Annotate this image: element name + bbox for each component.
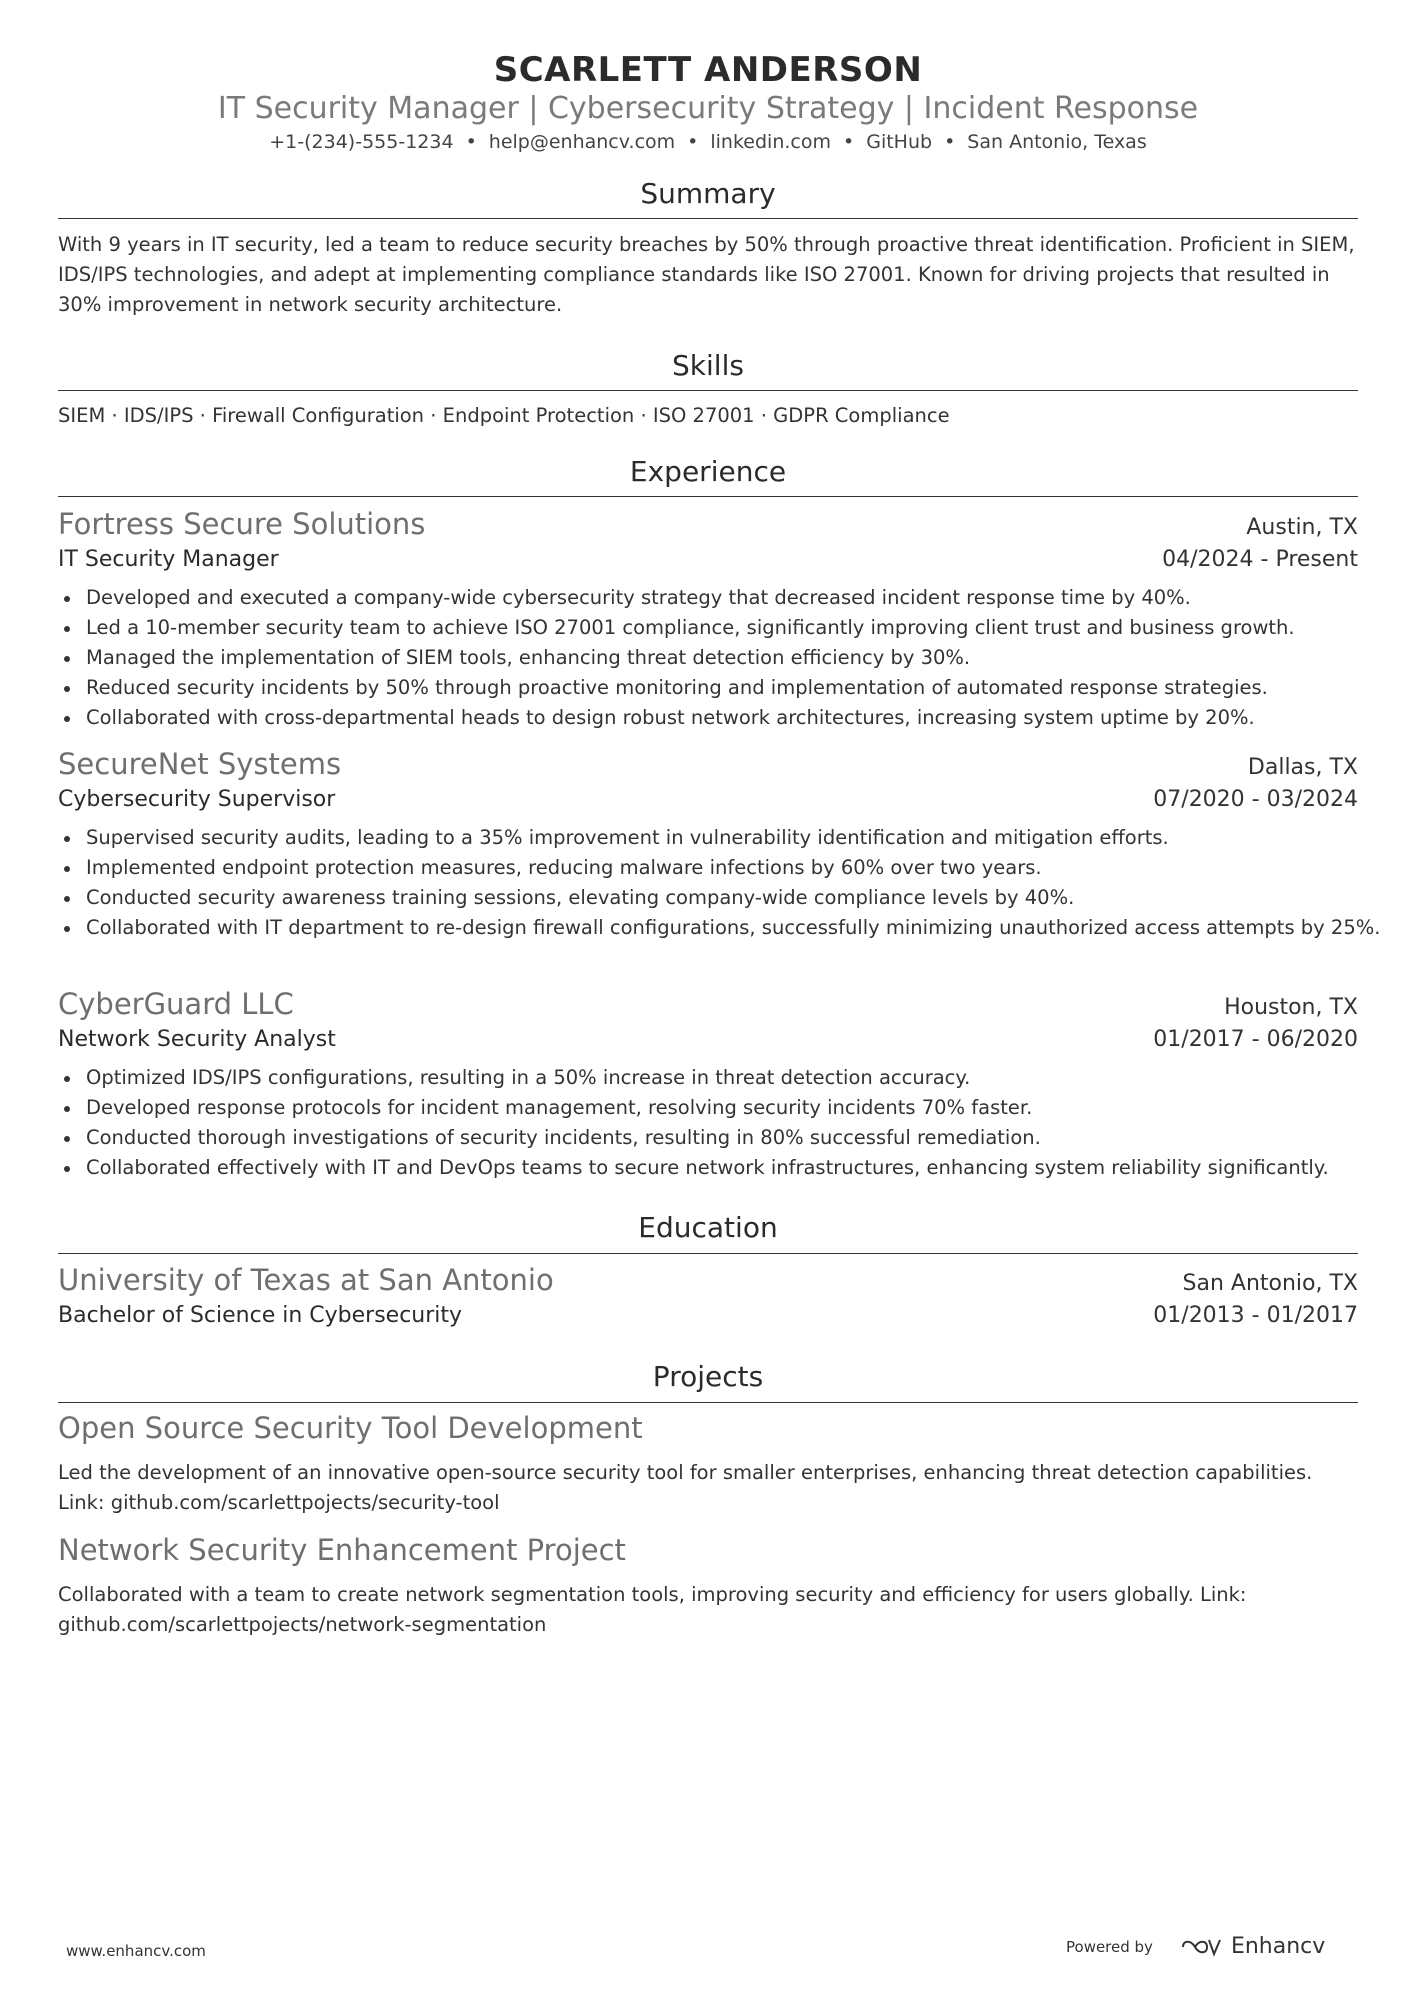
- job-dates: 07/2020 - 03/2024: [1153, 787, 1358, 812]
- job-header: [58, 746, 1358, 783]
- project-title: Open Source Security Tool Development: [58, 1411, 643, 1445]
- company-name: CyberGuard LLC: [58, 987, 294, 1021]
- job-bullets: [58, 823, 1386, 943]
- list-item: Developed response protocols for incident management, resolving security incidents 70% faster.: [86, 1093, 1386, 1123]
- contact-linkedin[interactable]: linkedin.com: [710, 131, 831, 153]
- education-header: [58, 1262, 1358, 1299]
- list-item: Implemented endpoint protection measures, reducing malware infections by 60% over two years.: [86, 853, 1386, 883]
- list-item: Reduced security incidents by 50% through proactive monitoring and implementation of automated response strategies.: [86, 673, 1386, 703]
- job-bullets: [58, 1063, 1386, 1183]
- job-dates: 04/2024 - Present: [1162, 547, 1358, 572]
- bullet-separator: •: [465, 131, 477, 153]
- list-item: Collaborated with cross-departmental heads to design robust network architectures, increasing system uptime by 20%.: [86, 703, 1386, 733]
- section-title-education: Education: [638, 1211, 778, 1244]
- contact-email[interactable]: help@enhancv.com: [488, 131, 676, 153]
- job-header: [58, 506, 1358, 543]
- job-bullets: [58, 583, 1386, 733]
- job-role: IT Security Manager: [58, 547, 279, 572]
- company-name: SecureNet Systems: [58, 747, 342, 781]
- degree: Bachelor of Science in Cybersecurity: [58, 1303, 463, 1328]
- candidate-name: SCARLETT ANDERSON: [493, 50, 923, 90]
- job-location: Houston, TX: [1224, 995, 1358, 1020]
- list-item: Supervised security audits, leading to a 35% improvement in vulnerability identification and mitigation efforts.: [86, 823, 1386, 853]
- summary-text: With 9 years in IT security, led a team to reduce security breaches by 50% through proactive threat identification. Proficient in SIEM, IDS/IPS technologies, and adept at implementing compliance standards like ISO 27001. Known for driving projects that resulted in 30% improvement in network security architecture.: [58, 233, 1355, 316]
- section-title-summary: Summary: [640, 177, 776, 210]
- section-divider: [58, 390, 1358, 391]
- project-description: Led the development of an innovative open-source security tool for smaller enterprises, enhancing threat detection capabilities. Link: github.com/scarlettpojects/security-tool: [58, 1461, 1313, 1514]
- section-title-projects: Projects: [652, 1360, 764, 1393]
- bullet-separator: •: [944, 131, 956, 153]
- section-title-experience: Experience: [629, 455, 787, 488]
- section-divider: [58, 1402, 1358, 1403]
- list-item: Conducted thorough investigations of security incidents, resulting in 80% successful remediation.: [86, 1123, 1386, 1153]
- bullet-separator: •: [687, 131, 699, 153]
- list-item: Led a 10-member security team to achieve ISO 27001 compliance, significantly improving client trust and business growth.: [86, 613, 1386, 643]
- section-title-skills: Skills: [672, 349, 744, 382]
- enhancv-logo-icon: [1179, 1935, 1223, 1959]
- job-subheader: [58, 785, 1358, 815]
- list-item: Collaborated effectively with IT and DevOps teams to secure network infrastructures, enhancing system reliability significantly.: [86, 1153, 1386, 1183]
- bullet-separator: •: [843, 131, 855, 153]
- project-title: Network Security Enhancement Project: [58, 1533, 626, 1567]
- job-role: Cybersecurity Supervisor: [58, 787, 336, 812]
- education-dates: 01/2013 - 01/2017: [1153, 1303, 1358, 1328]
- job-location: Austin, TX: [1246, 515, 1358, 540]
- list-item: Managed the implementation of SIEM tools, enhancing threat detection efficiency by 30%.: [86, 643, 1386, 673]
- school-name: University of Texas at San Antonio: [58, 1263, 554, 1297]
- job-subheader: [58, 1025, 1358, 1055]
- company-name: Fortress Secure Solutions: [58, 507, 426, 541]
- education-subheader: [58, 1301, 1358, 1331]
- footer-website[interactable]: www.enhancv.com: [66, 1942, 206, 1960]
- job-location: Dallas, TX: [1247, 755, 1358, 780]
- job-subheader: [58, 545, 1358, 575]
- footer-powered-by: [1066, 1934, 1325, 1959]
- skills-list: SIEM · IDS/IPS · Firewall Configuration · Endpoint Protection · ISO 27001 · GDPR Compliance: [58, 404, 950, 427]
- list-item: Developed and executed a company-wide cybersecurity strategy that decreased incident response time by 40%.: [86, 583, 1386, 613]
- section-divider: [58, 1253, 1358, 1254]
- list-item: Optimized IDS/IPS configurations, resulting in a 50% increase in threat detection accuracy.: [86, 1063, 1386, 1093]
- list-item: Conducted security awareness training sessions, elevating company-wide compliance levels by 40%.: [86, 883, 1386, 913]
- section-divider: [58, 496, 1358, 497]
- job-header: [58, 986, 1358, 1023]
- contact-phone[interactable]: +1-(234)-555-1234: [269, 131, 454, 153]
- headline: IT Security Manager | Cybersecurity Strategy | Incident Response: [217, 91, 1199, 126]
- project-description: Collaborated with a team to create network segmentation tools, improving security and efficiency for users globally. Link: github.com/scarlettpojects/network-segmentation: [58, 1583, 1247, 1636]
- job-role: Network Security Analyst: [58, 1027, 336, 1052]
- list-item: Collaborated with IT department to re-design firewall configurations, successfully minimizing unauthorized access attempts by 25%.: [86, 913, 1386, 943]
- contact-line: [58, 128, 1358, 156]
- brand-name: Enhancv: [1230, 1934, 1326, 1959]
- powered-by-label: Powered by: [1066, 1937, 1153, 1956]
- contact-location: San Antonio, Texas: [967, 131, 1147, 153]
- job-dates: 01/2017 - 06/2020: [1153, 1027, 1358, 1052]
- school-location: San Antonio, TX: [1182, 1271, 1358, 1296]
- section-divider: [58, 218, 1358, 219]
- contact-github[interactable]: GitHub: [866, 131, 933, 153]
